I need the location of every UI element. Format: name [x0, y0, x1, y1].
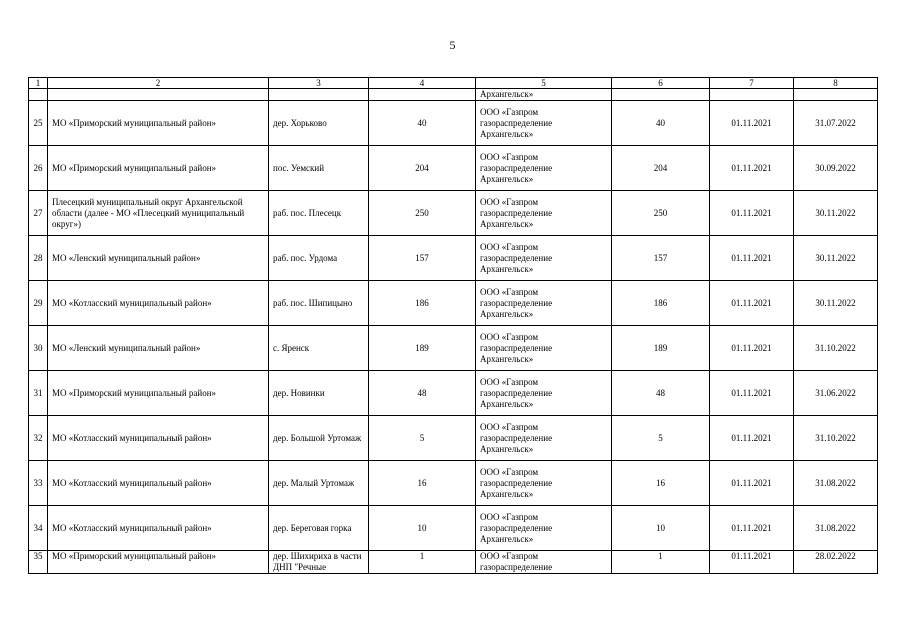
cell-locality: раб. пос. Плесецк — [269, 191, 369, 236]
cell-number: 30 — [29, 326, 48, 371]
cell-municipality: МО «Приморский муниципальный район» — [48, 146, 269, 191]
cell-quantity-2: 157 — [612, 236, 710, 281]
cell-municipality: МО «Котласский муниципальный район» — [48, 416, 269, 461]
cell-organization: ООО «Газпром газораспределение Архангельск» — [476, 371, 612, 416]
cell-quantity: 40 — [369, 101, 476, 146]
cell-number: 32 — [29, 416, 48, 461]
cell-locality: дер. Малый Уртомаж — [269, 461, 369, 506]
cell-quantity-2: 48 — [612, 371, 710, 416]
cell-start-date: 01.11.2021 — [710, 461, 794, 506]
cell-locality: дер. Береговая горка — [269, 506, 369, 551]
cell-end-date: 28.02.2022 — [794, 551, 878, 574]
cell-quantity — [369, 89, 476, 101]
cell-end-date: 31.08.2022 — [794, 461, 878, 506]
column-header: 4 — [369, 78, 476, 89]
cell-end-date: 30.09.2022 — [794, 146, 878, 191]
cell-organization: ООО «Газпром газораспределение Архангельск» — [476, 101, 612, 146]
cell-locality: дер. Хорьково — [269, 101, 369, 146]
table-row — [29, 326, 878, 371]
cell-quantity: 250 — [369, 191, 476, 236]
column-header: 1 — [29, 78, 48, 89]
cell-start-date — [710, 89, 794, 101]
cell-locality: с. Яренск — [269, 326, 369, 371]
cell-municipality: МО «Приморский муниципальный район» — [48, 101, 269, 146]
table-row — [29, 506, 878, 551]
cell-start-date: 01.11.2021 — [710, 281, 794, 326]
cell-municipality: МО «Котласский муниципальный район» — [48, 461, 269, 506]
cell-quantity-2: 10 — [612, 506, 710, 551]
cell-organization: ООО «Газпром газораспределение Архангельск» — [476, 461, 612, 506]
cell-organization: ООО «Газпром газораспределение Архангельск» — [476, 191, 612, 236]
column-header: 3 — [269, 78, 369, 89]
cell-quantity-2: 40 — [612, 101, 710, 146]
cell-end-date: 31.10.2022 — [794, 326, 878, 371]
table-row — [29, 416, 878, 461]
cell-quantity: 189 — [369, 326, 476, 371]
column-header: 2 — [48, 78, 269, 89]
cell-quantity-2: 204 — [612, 146, 710, 191]
cell-quantity-2: 1 — [612, 551, 710, 574]
cell-end-date: 30.11.2022 — [794, 191, 878, 236]
cell-quantity: 1 — [369, 551, 476, 574]
cell-organization: ООО «Газпром газораспределение — [476, 551, 612, 574]
cell-quantity-2: 186 — [612, 281, 710, 326]
cell-number: 29 — [29, 281, 48, 326]
cell-quantity-2: 16 — [612, 461, 710, 506]
cell-municipality: МО «Ленский муниципальный район» — [48, 236, 269, 281]
cell-quantity-2: 250 — [612, 191, 710, 236]
cell-end-date: 31.08.2022 — [794, 506, 878, 551]
cell-organization: ООО «Газпром газораспределение Архангельск» — [476, 326, 612, 371]
cell-municipality: МО «Приморский муниципальный район» — [48, 551, 269, 574]
cell-number: 28 — [29, 236, 48, 281]
cell-quantity: 10 — [369, 506, 476, 551]
column-header: 6 — [612, 78, 710, 89]
cell-start-date: 01.11.2021 — [710, 416, 794, 461]
cell-number: 35 — [29, 551, 48, 574]
table-row — [29, 461, 878, 506]
table-row — [29, 281, 878, 326]
cell-start-date: 01.11.2021 — [710, 101, 794, 146]
cell-locality: дер. Шихириха в части ДНП "Речные — [269, 551, 369, 574]
table-row — [29, 146, 878, 191]
cell-number: 27 — [29, 191, 48, 236]
cell-organization: ООО «Газпром газораспределение Архангельск» — [476, 506, 612, 551]
cell-locality: дер. Большой Уртомаж — [269, 416, 369, 461]
cell-quantity: 157 — [369, 236, 476, 281]
cell-quantity-2 — [612, 89, 710, 101]
column-header: 8 — [794, 78, 878, 89]
cell-locality: дер. Новинки — [269, 371, 369, 416]
table-row — [29, 371, 878, 416]
cell-start-date: 01.11.2021 — [710, 236, 794, 281]
cell-organization: ООО «Газпром газораспределение Архангельск» — [476, 236, 612, 281]
cell-end-date: 30.11.2022 — [794, 236, 878, 281]
cell-organization: Архангельск» — [476, 89, 612, 101]
cell-start-date: 01.11.2021 — [710, 506, 794, 551]
cell-municipality: МО «Котласский муниципальный район» — [48, 506, 269, 551]
cell-number: 26 — [29, 146, 48, 191]
cell-locality: раб. пос. Шипицыно — [269, 281, 369, 326]
cell-number: 34 — [29, 506, 48, 551]
cell-organization: ООО «Газпром газораспределение Архангельск» — [476, 416, 612, 461]
cell-locality: раб. пос. Урдома — [269, 236, 369, 281]
cell-organization: ООО «Газпром газораспределение Архангельск» — [476, 281, 612, 326]
cell-quantity: 204 — [369, 146, 476, 191]
cell-start-date: 01.11.2021 — [710, 191, 794, 236]
cell-municipality: МО «Приморский муниципальный район» — [48, 371, 269, 416]
cell-quantity-2: 5 — [612, 416, 710, 461]
column-header: 7 — [710, 78, 794, 89]
cell-municipality: МО «Ленский муниципальный район» — [48, 326, 269, 371]
cell-end-date: 31.06.2022 — [794, 371, 878, 416]
cell-number — [29, 89, 48, 101]
cell-start-date: 01.11.2021 — [710, 551, 794, 574]
cell-start-date: 01.11.2021 — [710, 326, 794, 371]
cell-locality: пос. Уемский — [269, 146, 369, 191]
cell-end-date: 31.07.2022 — [794, 101, 878, 146]
cell-municipality: МО «Котласский муниципальный район» — [48, 281, 269, 326]
table-header-row — [29, 78, 878, 89]
table-row — [29, 101, 878, 146]
cell-number: 25 — [29, 101, 48, 146]
cell-locality — [269, 89, 369, 101]
cell-municipality — [48, 89, 269, 101]
table-row — [29, 191, 878, 236]
cell-quantity: 16 — [369, 461, 476, 506]
cell-quantity: 5 — [369, 416, 476, 461]
data-table — [28, 77, 878, 574]
cell-quantity: 48 — [369, 371, 476, 416]
cell-start-date: 01.11.2021 — [710, 146, 794, 191]
cell-number: 33 — [29, 461, 48, 506]
cell-organization: ООО «Газпром газораспределение Архангельск» — [476, 146, 612, 191]
cell-number: 31 — [29, 371, 48, 416]
page-number: 5 — [449, 38, 456, 52]
cell-end-date: 31.10.2022 — [794, 416, 878, 461]
table-row-continuation — [29, 89, 878, 101]
cell-municipality: Плесецкий муниципальный округ Архангельской области (далее - МО «Плесецкий муниципальный округ») — [48, 191, 269, 236]
table-row — [29, 551, 878, 574]
cell-start-date: 01.11.2021 — [710, 371, 794, 416]
cell-end-date: 30.11.2022 — [794, 281, 878, 326]
cell-quantity: 186 — [369, 281, 476, 326]
cell-quantity-2: 189 — [612, 326, 710, 371]
column-header: 5 — [476, 78, 612, 89]
table-row — [29, 236, 878, 281]
cell-end-date — [794, 89, 878, 101]
